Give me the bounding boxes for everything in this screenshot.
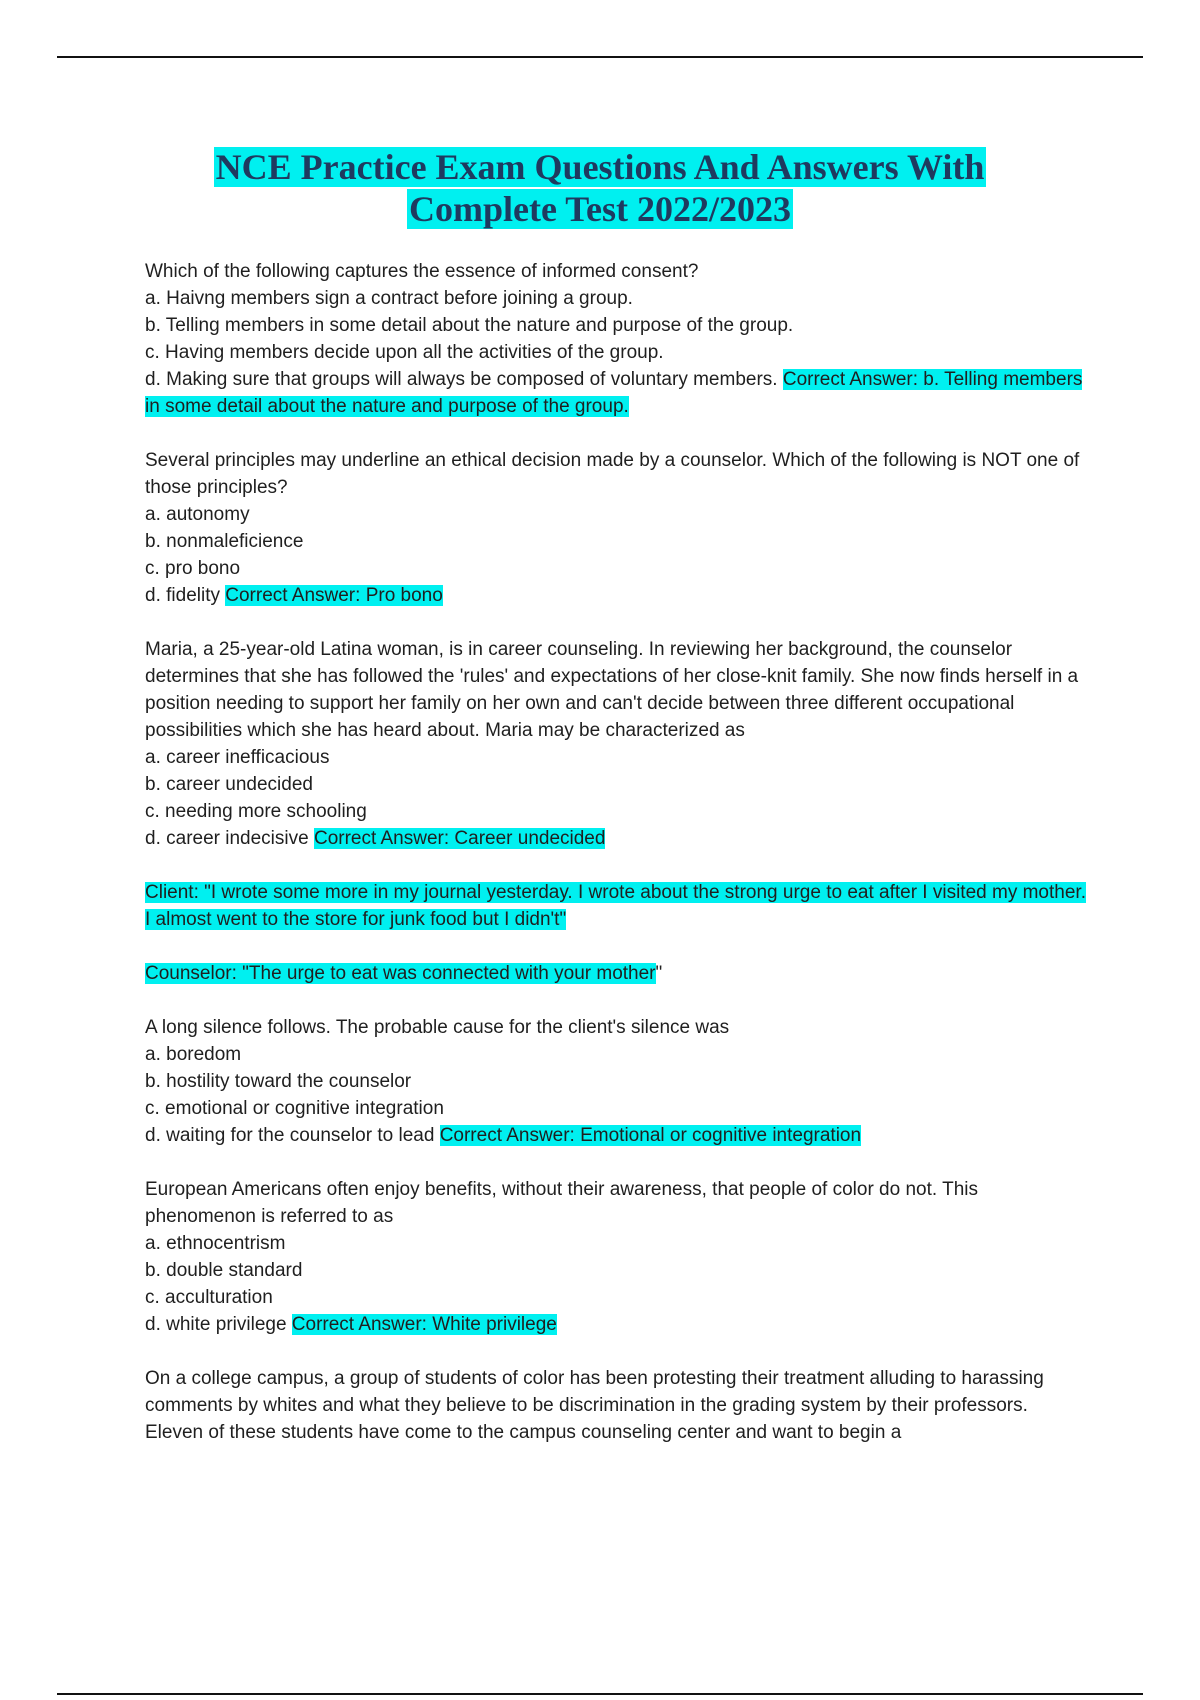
option-d-with-answer — [145, 1311, 1090, 1338]
option-c: c. pro bono — [145, 558, 241, 579]
counselor-quote: Counselor: "The urge to eat was connected with your mother — [145, 963, 656, 984]
option-d-with-answer — [145, 825, 1090, 852]
option-d: d. fidelity — [145, 585, 226, 606]
correct-answer: Correct Answer: b. Telling members in some detail about the nature and purpose of the group. — [145, 369, 1083, 417]
option-d-with-answer — [145, 366, 1090, 420]
correct-answer: Correct Answer: Career undecided — [313, 828, 606, 849]
correct-answer: Correct Answer: Emotional or cognitive integration — [439, 1125, 862, 1146]
correct-answer: Correct Answer: Pro bono — [225, 585, 443, 606]
option-d-with-answer — [145, 582, 1090, 609]
client-quote: Client: "I wrote some more in my journal yesterday. I wrote about the strong urge to eat after I visited my mother. I almost went to the store for junk food but I didn't" — [145, 882, 1086, 930]
top-rule — [57, 56, 1143, 58]
question-stem: A long silence follows. The probable cause for the client's silence was — [145, 1017, 730, 1038]
question-stem: European Americans often enjoy benefits, without their awareness, that people of color do not. This phenomenon is referred to as — [145, 1179, 978, 1227]
counselor-quote-tail: " — [655, 963, 663, 984]
option-b: b. Telling members in some detail about the nature and purpose of the group. — [145, 315, 794, 336]
option-a: a. boredom — [145, 1044, 242, 1065]
option-b: b. double standard — [145, 1260, 303, 1281]
document-title — [100, 146, 1100, 230]
option-a: a. Haivng members sign a contract before joining a group. — [145, 288, 633, 309]
question-4 — [145, 1014, 1090, 1149]
title-line-1: NCE Practice Exam Questions And Answers With — [215, 147, 985, 187]
option-d: d. Making sure that groups will always be composed of voluntary members. — [145, 369, 783, 390]
option-a: a. ethnocentrism — [145, 1233, 286, 1254]
question-3 — [145, 636, 1090, 852]
title-line-2: Complete Test 2022/2023 — [409, 189, 791, 229]
option-d: d. career indecisive — [145, 828, 314, 849]
option-c: c. Having members decide upon all the activities of the group. — [145, 342, 664, 363]
bottom-rule — [57, 1693, 1143, 1695]
option-b: b. career undecided — [145, 774, 313, 795]
question-stem: Maria, a 25-year-old Latina woman, is in career counseling. In reviewing her background, the counselor determines that she has followed the 'rules' and expectations of her close-knit family. She now finds herself in a position needing to support her family on her own and can't decide between three different occupational possibilities which she has heard about. Maria may be characterized as — [145, 639, 1079, 741]
document-body — [145, 258, 1090, 1473]
question-2 — [145, 447, 1090, 609]
option-c: c. emotional or cognitive integration — [145, 1098, 444, 1119]
question-4-counselor-quote — [145, 960, 1090, 987]
option-a: a. career inefficacious — [145, 747, 330, 768]
option-a: a. autonomy — [145, 504, 250, 525]
question-stem: Which of the following captures the essence of informed consent? — [145, 261, 699, 282]
question-stem: On a college campus, a group of students of color has been protesting their treatment alluding to harassing comments by whites and what they believe to be discrimination in the grading system by their professors. Eleven of these students have come to the campus counseling center and want to begin a — [145, 1368, 1044, 1443]
question-4-client-quote — [145, 879, 1090, 933]
question-1 — [145, 258, 1090, 420]
question-5 — [145, 1176, 1090, 1338]
option-b: b. hostility toward the counselor — [145, 1071, 412, 1092]
option-b: b. nonmaleficience — [145, 531, 304, 552]
option-c: c. needing more schooling — [145, 801, 367, 822]
question-6 — [145, 1365, 1090, 1446]
option-d: d. waiting for the counselor to lead — [145, 1125, 440, 1146]
option-d-with-answer — [145, 1122, 1090, 1149]
option-c: c. acculturation — [145, 1287, 273, 1308]
correct-answer: Correct Answer: White privilege — [291, 1314, 557, 1335]
option-d: d. white privilege — [145, 1314, 292, 1335]
question-stem: Several principles may underline an ethical decision made by a counselor. Which of the following is NOT one of those principles? — [145, 450, 1080, 498]
